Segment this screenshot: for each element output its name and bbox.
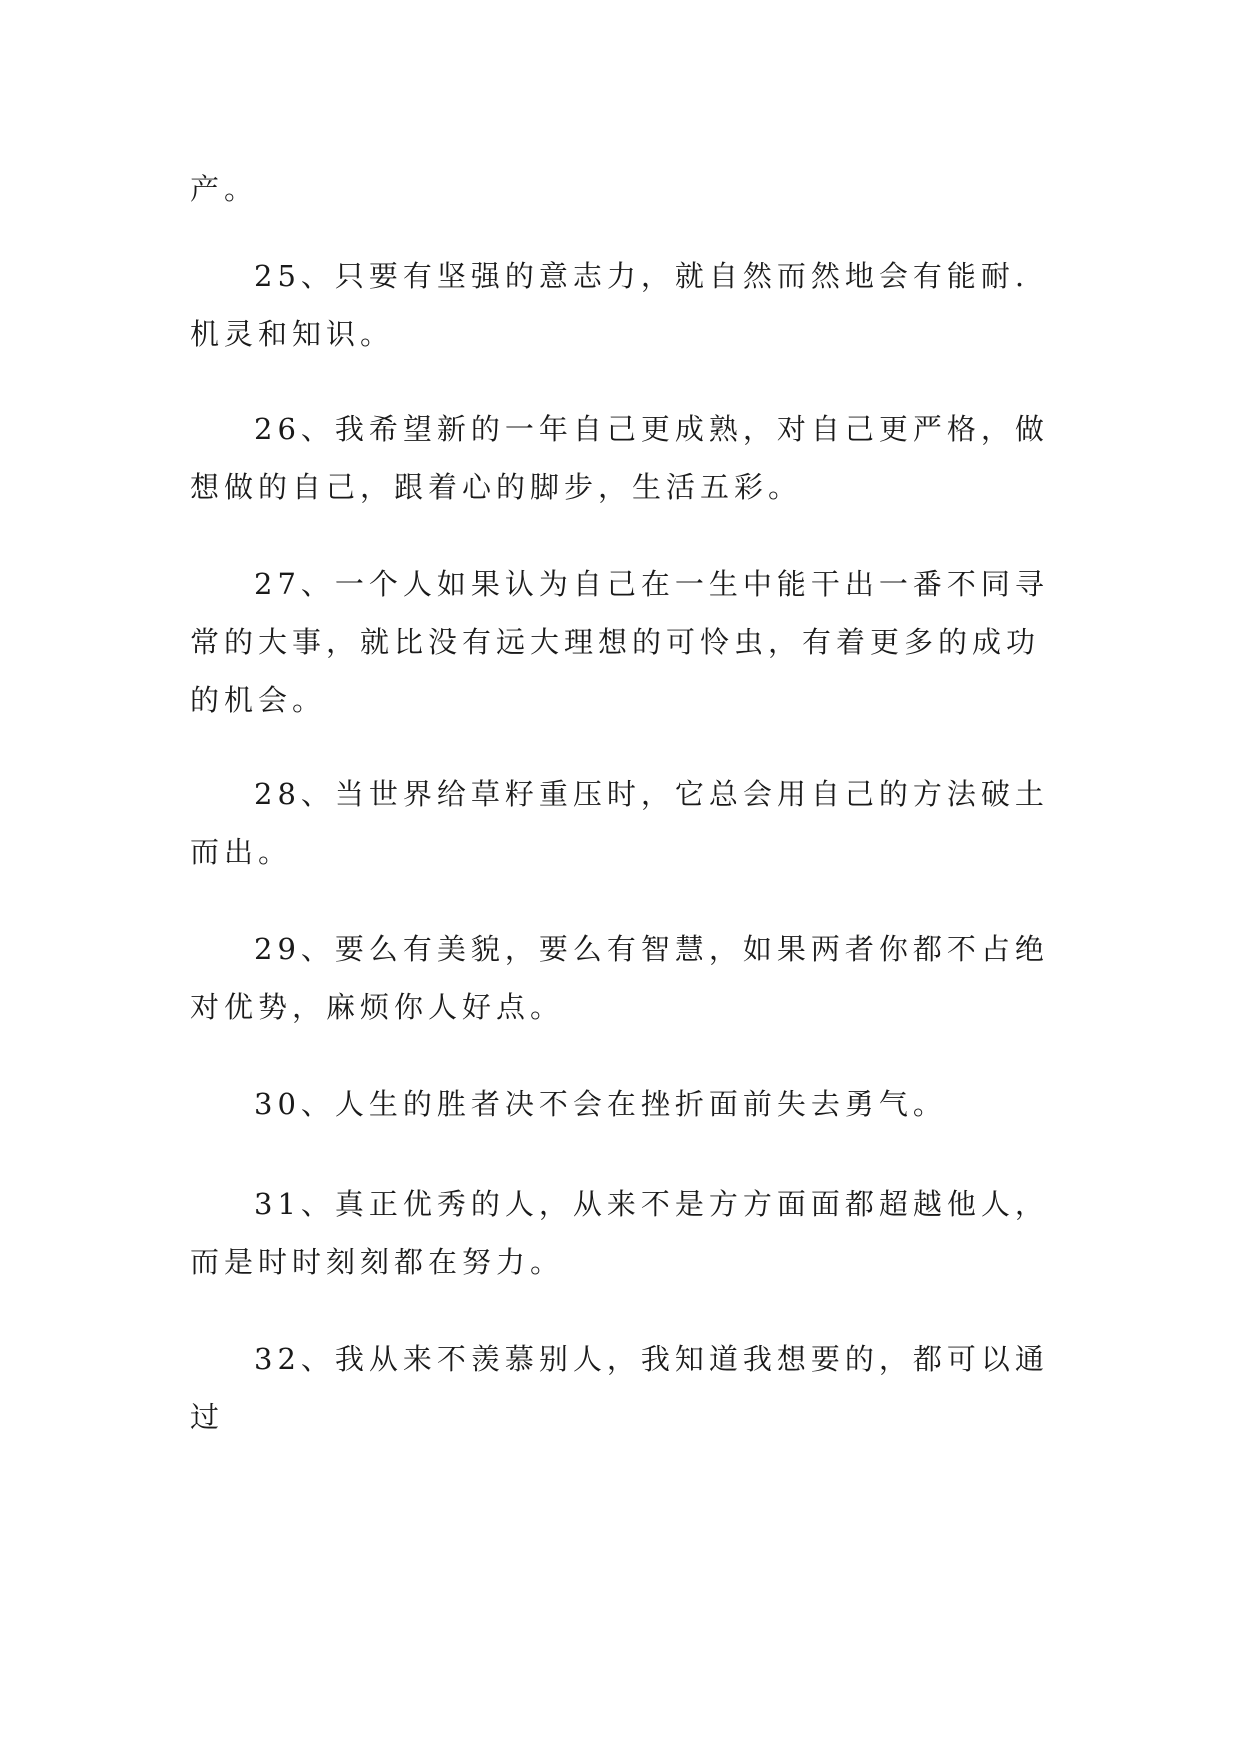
paragraph-27: 27、一个人如果认为自己在一生中能干出一番不同寻常的大事，就比没有远大理想的可怜虫，有着更多的成功的机会。	[190, 567, 1049, 717]
paragraph-26: 26、我希望新的一年自己更成熟，对自己更严格，做想做的自己，跟着心的脚步，生活五彩。	[190, 412, 1049, 504]
paragraph-30: 30、人生的胜者决不会在挫折面前失去勇气。	[254, 1087, 947, 1121]
paragraph-25: 25、只要有坚强的意志力，就自然而然地会有能耐.机灵和知识。	[190, 259, 1030, 351]
paragraph-29: 29、要么有美貌，要么有智慧，如果两者你都不占绝对优势，麻烦你人好点。	[190, 932, 1049, 1024]
paragraph-continuation: 产。	[190, 172, 259, 206]
paragraph-28: 28、当世界给草籽重压时，它总会用自己的方法破土而出。	[190, 777, 1049, 869]
paragraph-32: 32、我从来不羡慕别人，我知道我想要的，都可以通过	[190, 1342, 1049, 1434]
paragraph-31: 31、真正优秀的人，从来不是方方面面都超越他人，而是时时刻刻都在努力。	[190, 1187, 1049, 1279]
